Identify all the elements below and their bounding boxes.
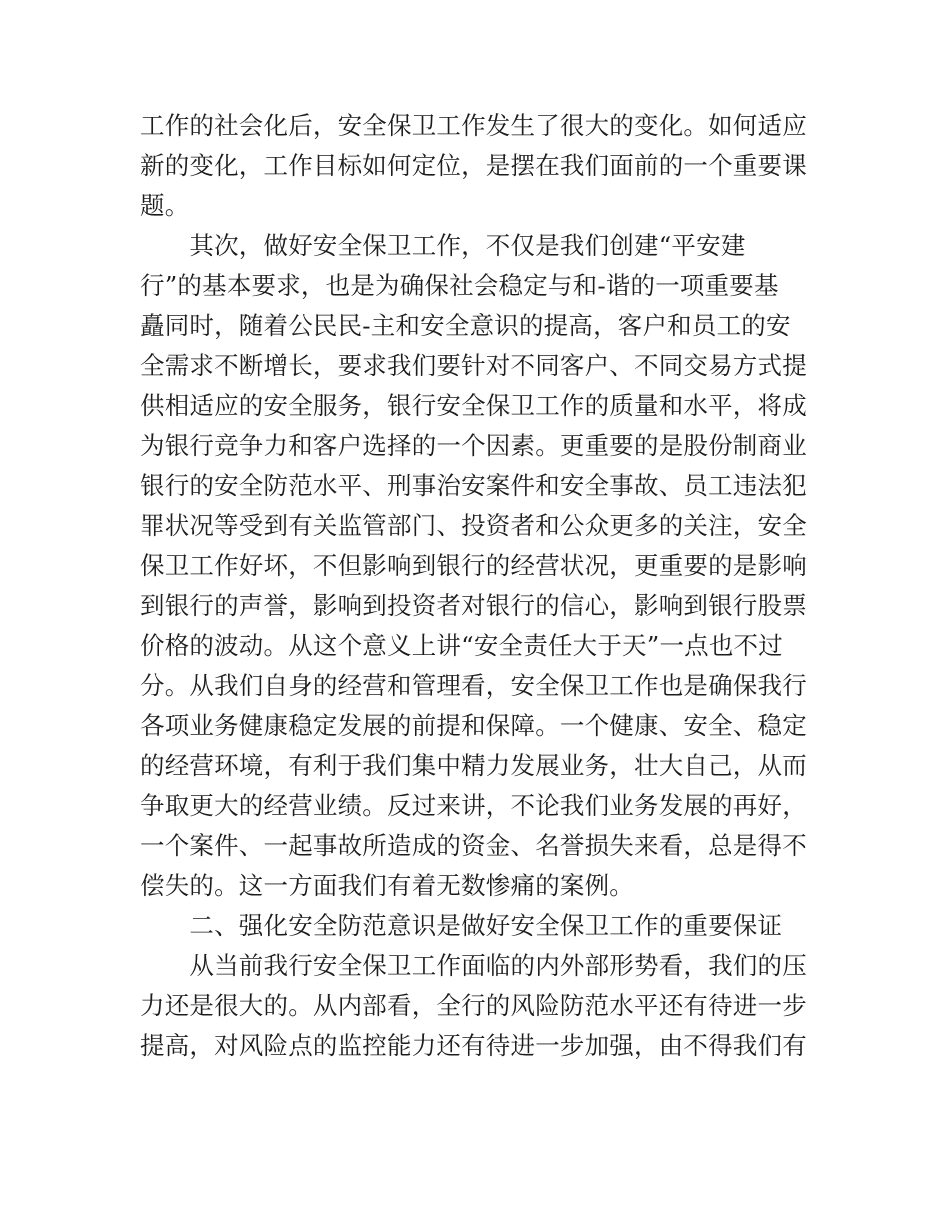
text-line: 到银行的声誉，影响到投资者对银行的信心，影响到银行股票	[140, 591, 807, 620]
text-line: 分。从我们自身的经营和管理看，安全保卫工作也是确保我行	[140, 671, 807, 700]
text-line: 行”的基本要求，也是为确保社会稳定与和-谐的一项重要基	[140, 271, 779, 300]
text-line: 提高，对风险点的监控能力还有待进一步加强，由不得我们有	[140, 1031, 807, 1060]
text-line: 供相适应的安全服务，银行安全保卫工作的质量和水平，将成	[140, 391, 807, 420]
text-line: 题。	[140, 191, 190, 220]
text-line: 各项业务健康稳定发展的前提和保障。一个健康、安全、稳定	[140, 711, 807, 740]
text-line: 工作的社会化后，安全保卫工作发生了很大的变化。如何适应	[140, 111, 807, 140]
text-line: 的经营环境，有利于我们集中精力发展业务，壮大自己，从而	[140, 751, 807, 780]
text-line: 全需求不断增长，要求我们要针对不同客户、不同交易方式提	[140, 351, 807, 380]
text-line: 价格的波动。从这个意义上讲“安全责任大于天”一点也不过	[140, 631, 783, 660]
text-line: 力还是很大的。从内部看，全行的风险防范水平还有待进一步	[140, 991, 807, 1020]
document-body	[140, 106, 820, 1066]
section-heading: 二、强化安全防范意识是做好安全保卫工作的重要保证	[140, 911, 783, 940]
text-line: 银行的安全防范水平、刑事治安案件和安全事故、员工违法犯	[140, 471, 807, 500]
text-line: 其次，做好安全保卫工作，不仅是我们创建“平安建	[140, 231, 746, 260]
text-line: 为银行竞争力和客户选择的一个因素。更重要的是股份制商业	[140, 431, 807, 460]
text-line: 矗同时，随着公民民-主和安全意识的提高，客户和员工的安	[140, 311, 791, 340]
text-line: 新的变化，工作目标如何定位，是摆在我们面前的一个重要课	[140, 151, 807, 180]
text-line: 一个案件、一起事故所造成的资金、名誉损失来看，总是得不	[140, 831, 807, 860]
text-line: 偿失的。这一方面我们有着无数惨痛的案例。	[140, 871, 634, 900]
text-line: 争取更大的经营业绩。反过来讲，不论我们业务发展的再好，	[140, 791, 807, 820]
text-line: 保卫工作好坏，不但影响到银行的经营状况，更重要的是影响	[140, 551, 807, 580]
text-line: 罪状况等受到有关监管部门、投资者和公众更多的关注，安全	[140, 511, 807, 540]
text-line: 从当前我行安全保卫工作面临的内外部形势看，我们的压	[140, 951, 807, 980]
